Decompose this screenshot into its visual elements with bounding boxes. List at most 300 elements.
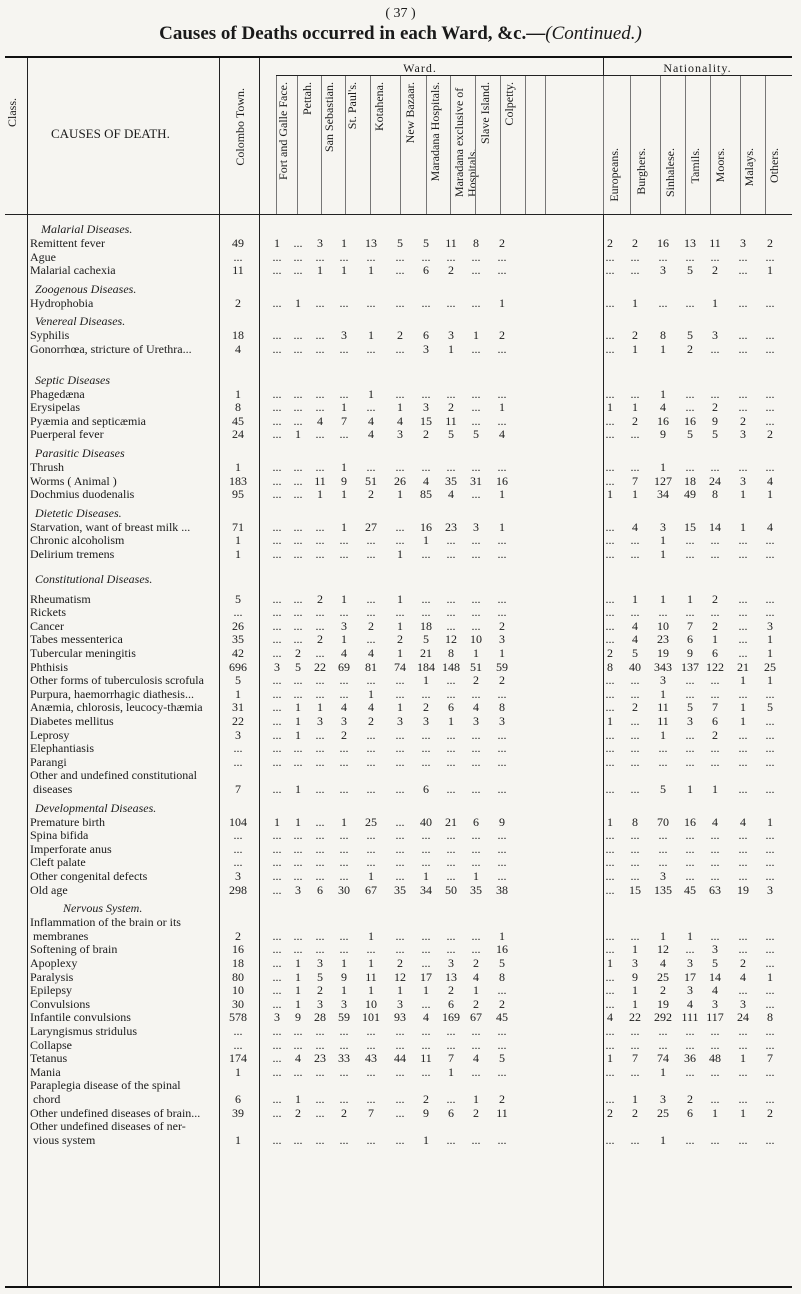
value-cell: 5 — [687, 700, 693, 715]
value-cell: ... — [366, 841, 376, 856]
column-header: Tamils. — [688, 148, 702, 184]
header-rule — [450, 76, 451, 214]
value-cell: 1 — [473, 646, 479, 660]
value-cell: 1 — [341, 263, 347, 278]
value-cell: ... — [738, 328, 748, 343]
value-cell: ... — [395, 1105, 405, 1120]
value-cell: 1 — [341, 487, 347, 502]
value-cell: 11 — [657, 700, 669, 715]
value-cell: 3 — [740, 473, 746, 488]
value-cell: ... — [315, 342, 325, 356]
value-cell: ... — [765, 869, 775, 883]
value-cell: 10 — [365, 996, 377, 1011]
table-row — [5, 343, 792, 356]
cause-name: Gonorrhœa, stricture of Urethra... — [30, 342, 192, 356]
value-cell: 1 — [473, 328, 479, 343]
value-cell: 1 — [235, 1064, 241, 1079]
value-cell: 26 — [394, 473, 406, 488]
value-cell: ... — [293, 828, 303, 843]
value-cell: 5 — [687, 328, 693, 343]
value-cell: 4 — [767, 519, 773, 534]
value-cell: ... — [272, 547, 282, 561]
value-cell: ... — [765, 828, 775, 843]
value-cell: 16 — [232, 942, 244, 957]
value-cell: ... — [315, 1064, 325, 1079]
value-cell: 36 — [684, 1051, 696, 1066]
value-cell: ... — [395, 249, 405, 264]
value-cell: 2 — [767, 427, 773, 442]
value-cell: 2 — [341, 727, 347, 742]
value-cell: ... — [765, 1092, 775, 1106]
value-cell: 12 — [657, 942, 669, 957]
value-cell: 4 — [341, 700, 347, 715]
value-cell: ... — [272, 342, 282, 356]
header-rule — [297, 76, 298, 214]
cause-name: membranes — [33, 928, 89, 943]
cause-name: Imperforate anus — [30, 841, 112, 856]
value-cell: 4 — [712, 983, 718, 998]
cause-name: Paraplegia disease of the spinal — [30, 1078, 181, 1093]
table-row — [5, 415, 792, 428]
value-cell: ... — [765, 249, 775, 264]
value-cell: ... — [315, 1105, 325, 1120]
value-cell: 2 — [499, 618, 505, 633]
value-cell: 4 — [295, 1051, 301, 1066]
table-row — [5, 1025, 792, 1038]
value-cell: ... — [293, 236, 303, 250]
value-cell: ... — [605, 1024, 615, 1038]
value-cell: 1 — [368, 956, 374, 970]
value-cell: ... — [738, 263, 748, 278]
value-cell: 1 — [368, 686, 374, 701]
value-cell: 2 — [712, 727, 718, 742]
value-cell: 2 — [687, 1092, 693, 1106]
value-cell: ... — [605, 519, 615, 534]
table-row — [5, 729, 792, 742]
value-cell: 4 — [423, 1010, 429, 1025]
value-cell: ... — [471, 533, 481, 548]
value-cell: ... — [630, 1037, 640, 1052]
value-cell: 148 — [442, 659, 460, 674]
value-cell: 1 — [295, 714, 301, 728]
value-cell: 1 — [740, 519, 746, 534]
value-cell: 18 — [232, 956, 244, 970]
value-cell: 7 — [341, 413, 347, 428]
value-cell: ... — [366, 855, 376, 870]
value-cell: 4 — [660, 956, 666, 970]
value-cell: ... — [605, 673, 615, 688]
value-cell: 4 — [473, 969, 479, 984]
value-cell: 3 — [235, 869, 241, 883]
value-cell: ... — [272, 263, 282, 278]
value-cell: ... — [471, 828, 481, 843]
value-cell: ... — [233, 605, 243, 620]
cause-name: Convulsions — [30, 996, 91, 1011]
value-cell: ... — [765, 782, 775, 796]
value-cell: ... — [233, 754, 243, 769]
value-cell: 1 — [632, 487, 638, 502]
value-cell: ... — [315, 841, 325, 856]
value-cell: 6 — [712, 714, 718, 728]
section-heading: Developmental Diseases. — [35, 800, 157, 815]
value-cell: ... — [497, 460, 507, 474]
value-cell: 1 — [607, 487, 613, 502]
value-cell: 5 — [687, 263, 693, 278]
table-row — [5, 475, 792, 488]
value-cell: 4 — [397, 413, 403, 428]
value-cell: ... — [471, 400, 481, 415]
value-cell: ... — [630, 673, 640, 688]
column-header: Moors. — [713, 148, 727, 183]
cause-name: diseases — [33, 782, 73, 796]
value-cell: ... — [272, 996, 282, 1011]
value-cell: 2 — [499, 1092, 505, 1106]
value-cell: ... — [765, 1037, 775, 1052]
value-cell: ... — [446, 1092, 456, 1106]
value-cell: ... — [605, 328, 615, 343]
cause-name: Tabes messenterica — [30, 632, 123, 647]
value-cell: ... — [339, 1092, 349, 1106]
table-row — [5, 971, 792, 984]
value-cell: ... — [272, 413, 282, 428]
deaths-table — [5, 56, 792, 1288]
value-cell: 40 — [420, 814, 432, 829]
cause-name: Anæmia, chlorosis, leucocy-thæmia — [30, 700, 203, 715]
value-cell: 11 — [314, 473, 326, 488]
header-rule — [276, 76, 277, 214]
value-cell: ... — [605, 295, 615, 310]
value-cell: 1 — [295, 969, 301, 984]
value-cell: 2 — [473, 996, 479, 1011]
value-cell: ... — [658, 605, 668, 620]
value-cell: ... — [765, 605, 775, 620]
value-cell: ... — [446, 673, 456, 688]
value-cell: 16 — [684, 814, 696, 829]
value-cell: 1 — [235, 1132, 241, 1147]
value-cell: 1 — [660, 727, 666, 742]
value-cell: 3 — [317, 956, 323, 970]
value-cell: ... — [395, 841, 405, 856]
value-cell: ... — [605, 996, 615, 1011]
value-cell: ... — [272, 1051, 282, 1066]
value-cell: ... — [605, 427, 615, 442]
value-cell: ... — [315, 618, 325, 633]
value-cell: ... — [605, 632, 615, 647]
value-cell: 15 — [420, 413, 432, 428]
value-cell: 137 — [681, 659, 699, 674]
cause-name: Laryngismus stridulus — [30, 1024, 137, 1038]
value-cell: 2 — [607, 646, 613, 660]
value-cell: 1 — [423, 983, 429, 998]
value-cell: ... — [421, 841, 431, 856]
value-cell: ... — [339, 605, 349, 620]
value-cell: 5 — [235, 673, 241, 688]
value-cell: ... — [605, 605, 615, 620]
value-cell: ... — [339, 828, 349, 843]
value-cell: ... — [315, 547, 325, 561]
table-row — [5, 1107, 792, 1120]
value-cell: ... — [710, 869, 720, 883]
value-cell: 45 — [684, 882, 696, 897]
value-cell: ... — [315, 1024, 325, 1038]
value-cell: 3 — [499, 632, 505, 647]
table-row — [5, 237, 792, 250]
value-cell: ... — [497, 983, 507, 998]
header-rule — [321, 76, 322, 214]
value-cell: 28 — [314, 1010, 326, 1025]
table-row — [5, 674, 792, 687]
value-cell: ... — [272, 741, 282, 756]
value-cell: 1 — [767, 673, 773, 688]
value-cell: ... — [765, 956, 775, 970]
value-cell: ... — [339, 1064, 349, 1079]
value-cell: ... — [272, 700, 282, 715]
value-cell: 95 — [232, 487, 244, 502]
value-cell: 16 — [420, 519, 432, 534]
value-cell: ... — [272, 1064, 282, 1079]
value-cell: ... — [446, 295, 456, 310]
value-cell: ... — [471, 727, 481, 742]
column-header: Sinhalese. — [663, 148, 677, 197]
value-cell: ... — [446, 533, 456, 548]
value-cell: 6 — [423, 328, 429, 343]
value-cell: 1 — [767, 969, 773, 984]
value-cell: ... — [765, 727, 775, 742]
value-cell: ... — [765, 928, 775, 943]
value-cell: ... — [658, 1024, 668, 1038]
value-cell: ... — [421, 754, 431, 769]
table-row — [5, 521, 792, 534]
value-cell: 4 — [712, 814, 718, 829]
cause-name: Parangi — [30, 754, 67, 769]
value-cell: ... — [605, 882, 615, 897]
value-cell: 1 — [632, 591, 638, 606]
value-cell: ... — [630, 460, 640, 474]
value-cell: ... — [710, 342, 720, 356]
header-rule — [660, 76, 661, 214]
cause-name: Puerperal fever — [30, 427, 104, 442]
value-cell: 24 — [737, 1010, 749, 1025]
value-cell: 5 — [687, 427, 693, 442]
value-cell: ... — [738, 855, 748, 870]
value-cell: 6 — [448, 700, 454, 715]
value-cell: ... — [315, 741, 325, 756]
table-row — [5, 916, 792, 929]
value-cell: 1 — [397, 591, 403, 606]
value-cell: 184 — [417, 659, 435, 674]
value-cell: ... — [710, 1132, 720, 1147]
cause-name: Paralysis — [30, 969, 74, 984]
value-cell: ... — [738, 754, 748, 769]
value-cell: 2 — [712, 618, 718, 633]
table-row — [5, 1079, 792, 1092]
value-cell: 6 — [423, 782, 429, 796]
value-cell: 1 — [397, 983, 403, 998]
value-cell: ... — [605, 828, 615, 843]
cause-name: Softening of brain — [30, 942, 118, 957]
value-cell: ... — [497, 1024, 507, 1038]
value-cell: ... — [272, 460, 282, 474]
value-cell: 59 — [338, 1010, 350, 1025]
column-header: Maradana exclusive of Hospitals. — [452, 87, 479, 197]
value-cell: 9 — [632, 969, 638, 984]
value-cell: ... — [339, 1024, 349, 1038]
page-title — [0, 23, 801, 45]
value-cell: 3 — [317, 996, 323, 1011]
value-cell: 6 — [473, 814, 479, 829]
value-cell: ... — [315, 646, 325, 660]
value-cell: ... — [471, 1037, 481, 1052]
value-cell: 16 — [496, 942, 508, 957]
value-cell: ... — [471, 1064, 481, 1079]
value-cell: 1 — [341, 460, 347, 474]
table-row — [5, 701, 792, 714]
value-cell: ... — [738, 1024, 748, 1038]
cause-name: Hydrophobia — [30, 295, 94, 310]
value-cell: ... — [446, 782, 456, 796]
value-cell: ... — [630, 1064, 640, 1079]
value-cell: ... — [446, 869, 456, 883]
value-cell: ... — [710, 533, 720, 548]
value-cell: ... — [630, 386, 640, 401]
value-cell: ... — [395, 263, 405, 278]
cause-name: Other congenital defects — [30, 869, 148, 883]
value-cell: ... — [272, 727, 282, 742]
value-cell: 1 — [423, 533, 429, 548]
value-cell: ... — [315, 533, 325, 548]
value-cell: ... — [497, 869, 507, 883]
value-cell: ... — [233, 841, 243, 856]
value-cell: ... — [497, 591, 507, 606]
value-cell: ... — [765, 413, 775, 428]
cause-name: Rickets — [30, 605, 66, 620]
value-cell: 4 — [235, 342, 241, 356]
value-cell: 4 — [632, 632, 638, 647]
value-cell: ... — [765, 841, 775, 856]
value-cell: ... — [339, 533, 349, 548]
value-cell: ... — [497, 1132, 507, 1147]
table-row — [5, 856, 792, 869]
table-row — [5, 620, 792, 633]
value-cell: 30 — [232, 996, 244, 1011]
value-cell: 16 — [657, 236, 669, 250]
cause-name: Tubercular meningitis — [30, 646, 136, 660]
value-cell: ... — [339, 841, 349, 856]
value-cell: 2 — [499, 236, 505, 250]
value-cell: 9 — [295, 1010, 301, 1025]
value-cell: ... — [605, 413, 615, 428]
value-cell: ... — [421, 605, 431, 620]
value-cell: ... — [293, 686, 303, 701]
value-cell: 1 — [341, 814, 347, 829]
cause-name: Phthisis — [30, 659, 69, 674]
value-cell: 292 — [654, 1010, 672, 1025]
value-cell: ... — [738, 782, 748, 796]
value-cell: 69 — [338, 659, 350, 674]
value-cell: ... — [765, 591, 775, 606]
value-cell: 38 — [496, 882, 508, 897]
value-cell: ... — [272, 928, 282, 943]
value-cell: ... — [471, 928, 481, 943]
value-cell: ... — [658, 841, 668, 856]
value-cell: 10 — [470, 632, 482, 647]
value-cell: 3 — [767, 618, 773, 633]
value-cell: ... — [293, 533, 303, 548]
value-cell: ... — [658, 828, 668, 843]
cause-name: Inflammation of the brain or its — [30, 915, 181, 930]
value-cell: 8 — [767, 1010, 773, 1025]
value-cell: ... — [272, 714, 282, 728]
value-cell: ... — [421, 386, 431, 401]
table-row — [5, 783, 792, 796]
value-cell: ... — [497, 342, 507, 356]
value-cell: ... — [471, 591, 481, 606]
value-cell: 4 — [660, 400, 666, 415]
value-cell: ... — [272, 1037, 282, 1052]
table-row — [5, 593, 792, 606]
value-cell: 3 — [341, 714, 347, 728]
value-cell: ... — [630, 686, 640, 701]
value-cell: 19 — [737, 882, 749, 897]
table-row — [5, 1066, 792, 1079]
value-cell: ... — [339, 928, 349, 943]
value-cell: 1 — [423, 869, 429, 883]
value-cell: 111 — [681, 1010, 699, 1025]
value-cell: ... — [366, 249, 376, 264]
value-cell: ... — [710, 249, 720, 264]
value-cell: ... — [366, 741, 376, 756]
value-cell: ... — [395, 1132, 405, 1147]
value-cell: 3 — [317, 714, 323, 728]
value-cell: ... — [471, 605, 481, 620]
value-cell: ... — [395, 295, 405, 310]
value-cell: ... — [738, 249, 748, 264]
value-cell: ... — [738, 727, 748, 742]
header-rule — [370, 76, 371, 214]
value-cell: ... — [395, 686, 405, 701]
value-cell: ... — [471, 741, 481, 756]
value-cell: 3 — [448, 956, 454, 970]
value-cell: 15 — [684, 519, 696, 534]
value-cell: 1 — [473, 1092, 479, 1106]
value-cell: ... — [738, 1064, 748, 1079]
value-cell: ... — [738, 295, 748, 310]
value-cell: ... — [685, 1064, 695, 1079]
value-cell: ... — [395, 828, 405, 843]
value-cell: ... — [293, 400, 303, 415]
table-row — [5, 930, 792, 943]
value-cell: ... — [272, 782, 282, 796]
value-cell: 2 — [317, 591, 323, 606]
value-cell: ... — [685, 869, 695, 883]
value-cell: ... — [738, 1092, 748, 1106]
value-cell: 5 — [473, 427, 479, 442]
value-cell: ... — [272, 841, 282, 856]
value-cell: ... — [497, 1064, 507, 1079]
value-cell: ... — [497, 263, 507, 278]
value-cell: 3 — [740, 236, 746, 250]
value-cell: ... — [630, 828, 640, 843]
value-cell: 1 — [341, 400, 347, 415]
value-cell: 15 — [629, 882, 641, 897]
value-cell: ... — [738, 942, 748, 957]
value-cell: 1 — [607, 956, 613, 970]
value-cell: 4 — [473, 1051, 479, 1066]
value-cell: 4 — [632, 519, 638, 534]
value-cell: 1 — [423, 1132, 429, 1147]
table-row — [5, 998, 792, 1011]
value-cell: 3 — [740, 996, 746, 1011]
